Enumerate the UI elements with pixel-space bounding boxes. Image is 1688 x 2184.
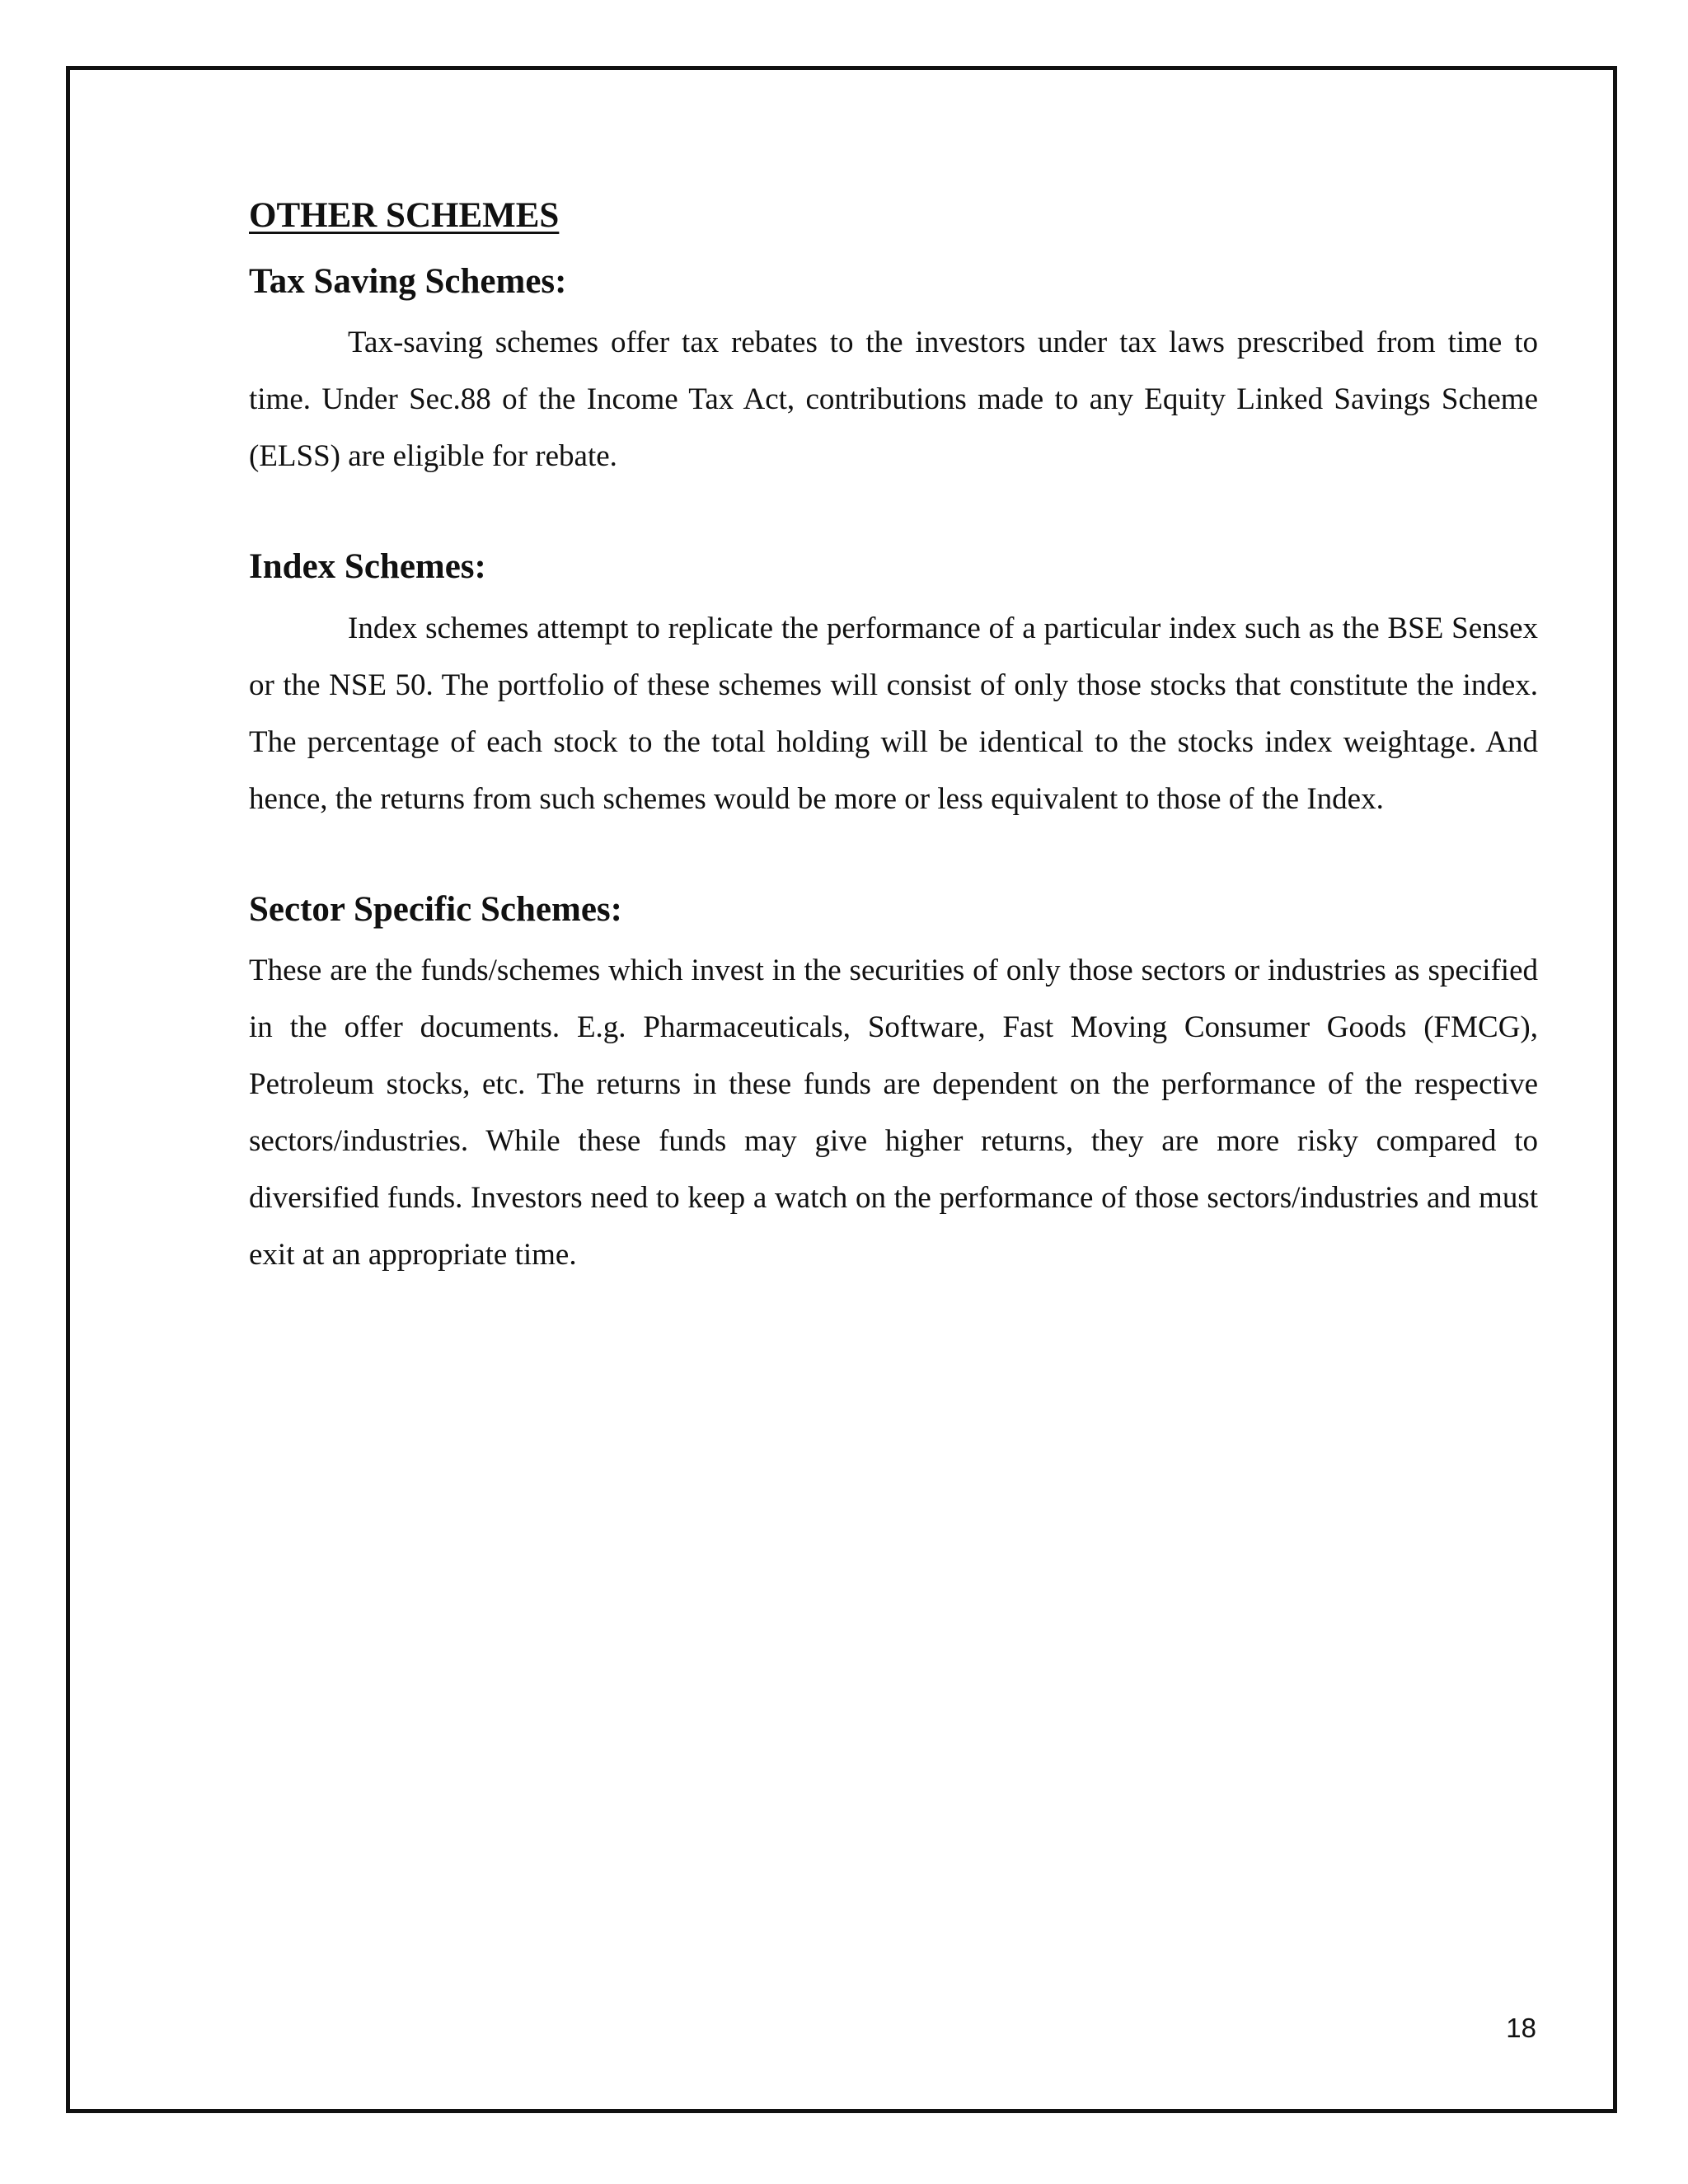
section-index <box>249 546 1538 827</box>
section-tax-saving <box>249 260 1538 485</box>
section-heading-index: Index Schemes: <box>249 547 486 587</box>
section-body-index: Index schemes attempt to replicate the performance of a particular index such as the BSE Sensex or the NSE 50. The portfolio of these schemes will consist of only those stocks that constitute the index. The percentage of each stock to the total holding will be identical to the stocks index weightage. And hence, the returns from such schemes would be more or less equivalent to those of the Index. <box>249 611 1538 816</box>
section-sector-specific <box>249 888 1538 1284</box>
page-title: OTHER SCHEMES <box>249 196 560 235</box>
section-heading-tax-saving: Tax Saving Schemes: <box>249 261 567 301</box>
section-heading-sector-specific: Sector Specific Schemes: <box>249 889 622 929</box>
section-body-tax-saving: Tax-saving schemes offer tax rebates to the investors under tax laws prescribed from time to time. Under Sec.88 of the Income Tax Act, contributions made to any Equity Linked Savings Scheme (ELSS) are eligible for rebate. <box>249 326 1538 474</box>
section-body-sector-specific: These are the funds/schemes which invest in the securities of only those sectors or industries as specified in the offer documents. E.g. Pharmaceuticals, Software, Fast Moving Consumer Goods (FMCG), Petroleum stocks, etc. The returns in these funds are dependent on the performance of the respective sectors/industries. While these funds may give higher returns, they are more risky compared to diversified funds. Investors need to keep a watch on the performance of those sectors/industries and must exit at an appropriate time. <box>249 954 1538 1272</box>
page-number: 18 <box>1506 2013 1536 2043</box>
document-content <box>249 194 1538 1344</box>
